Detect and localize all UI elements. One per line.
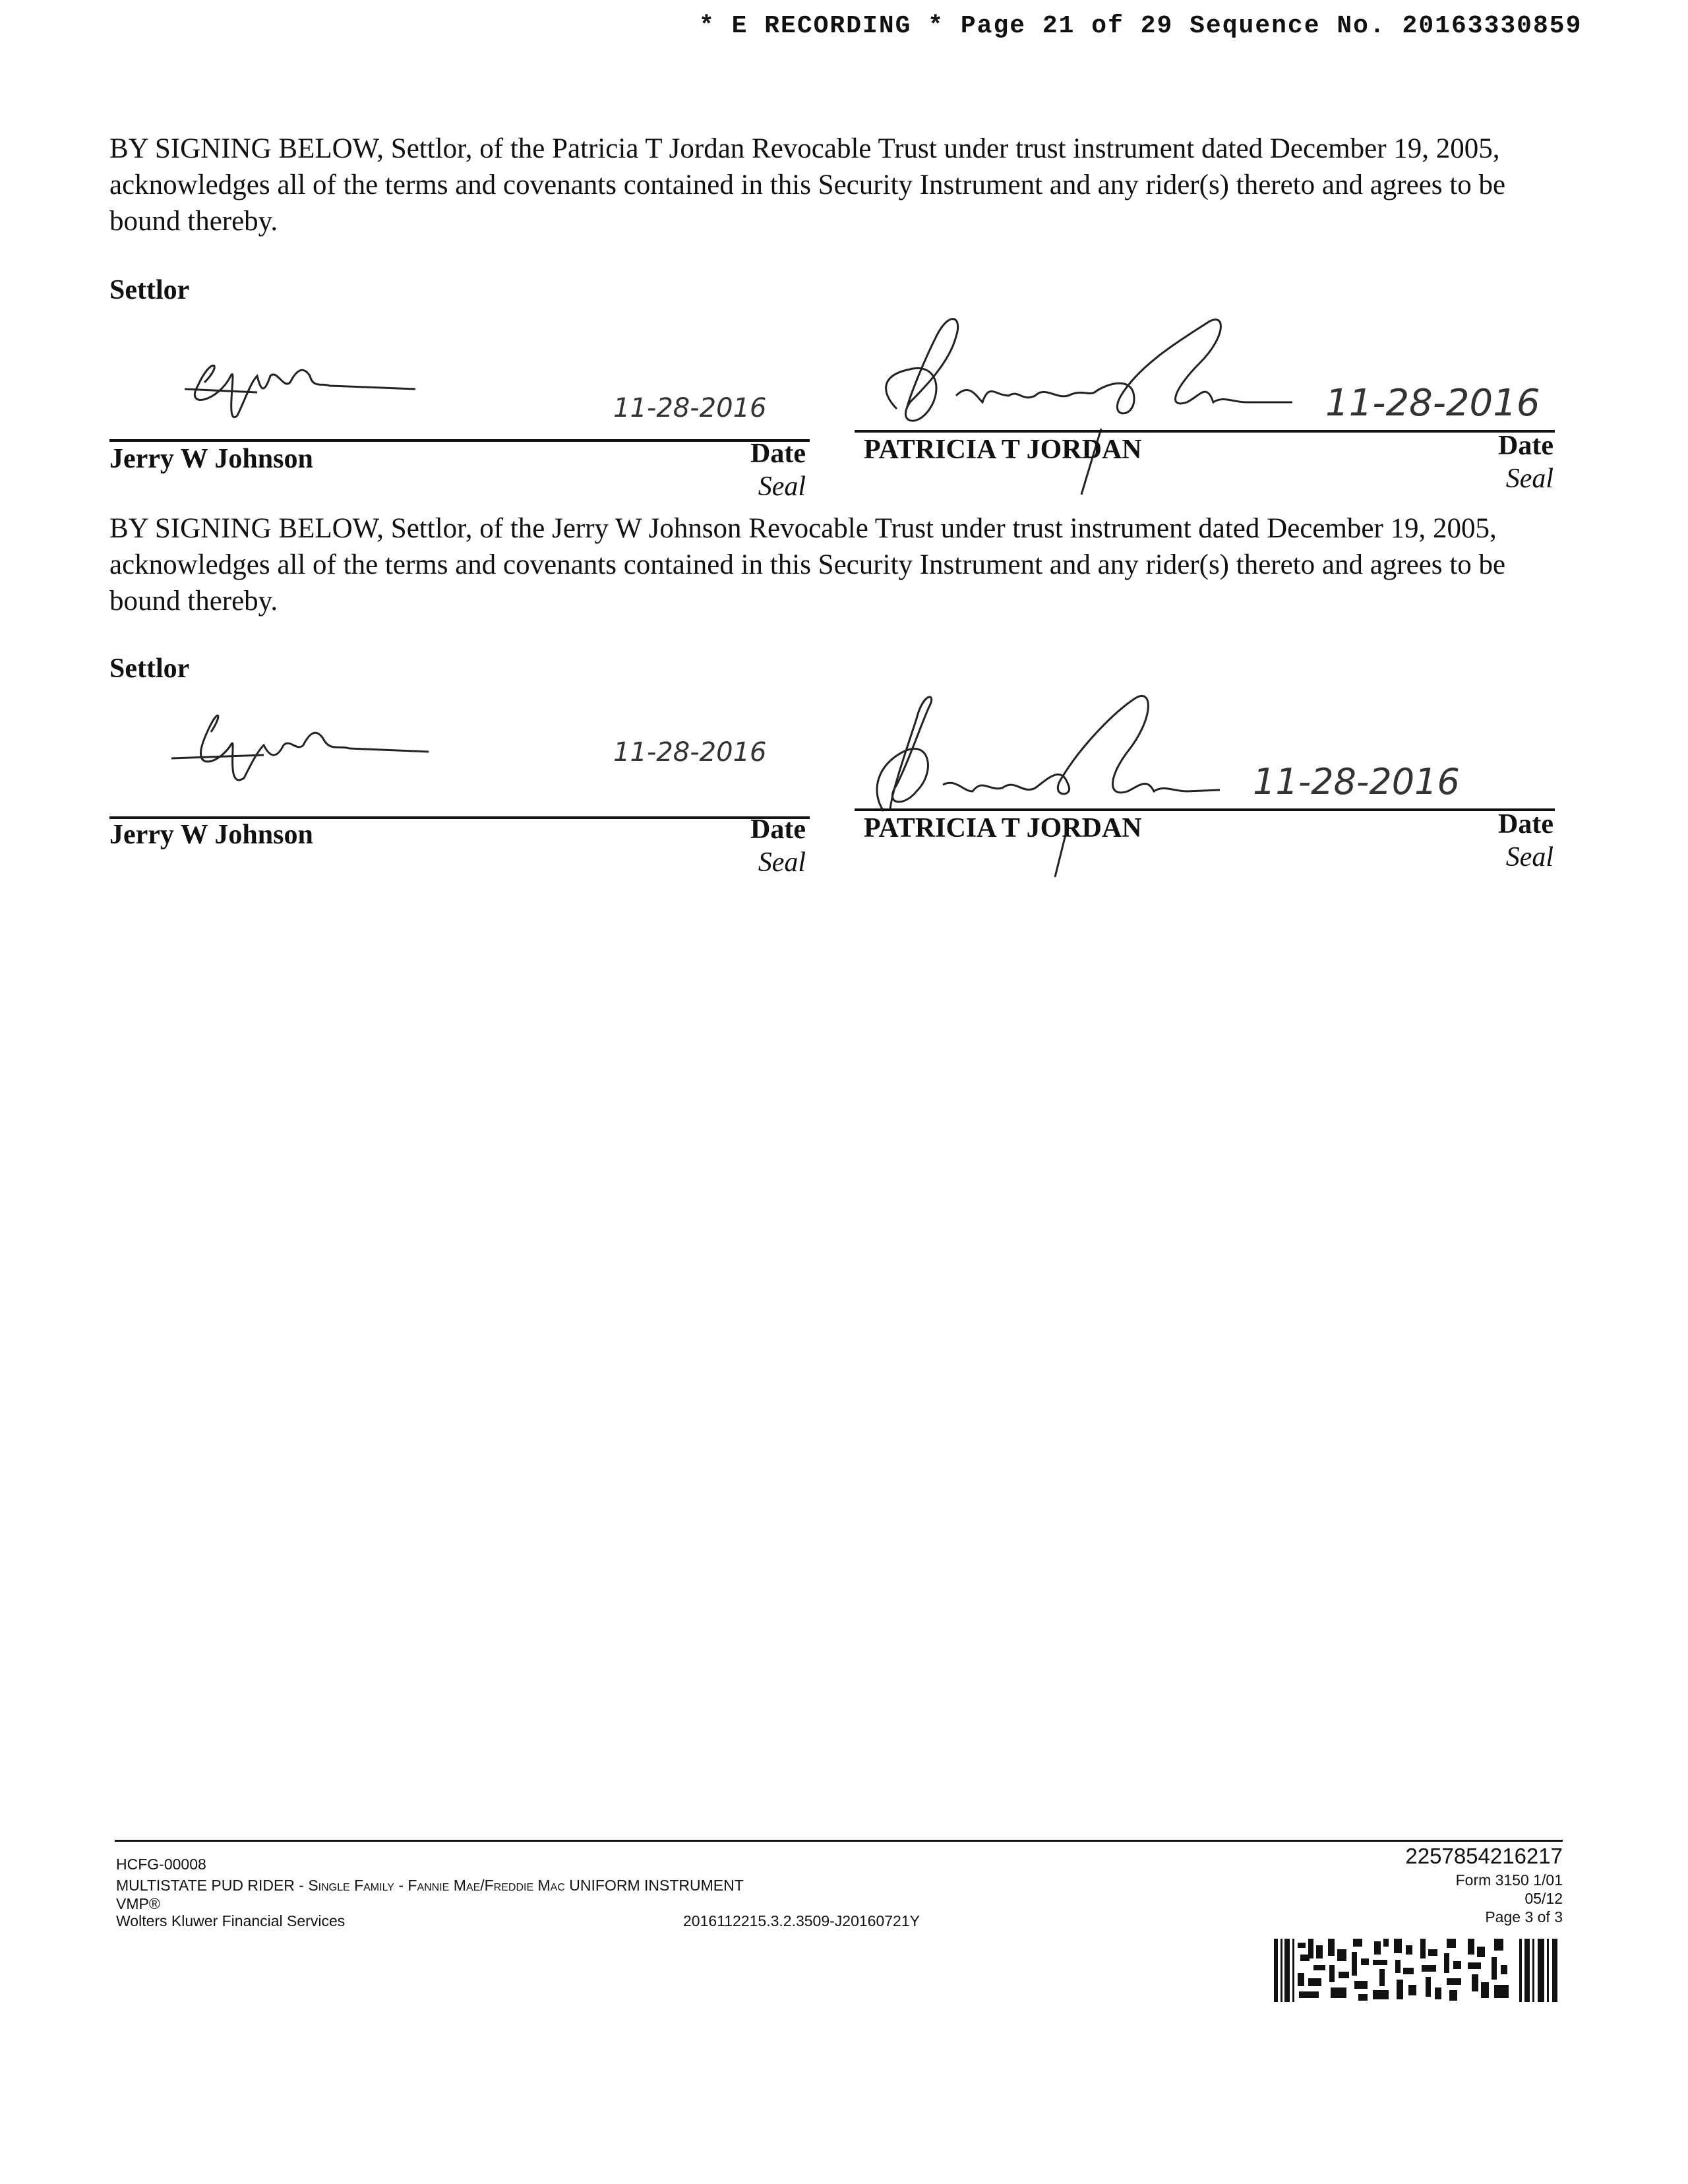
signer-name: Jerry W Johnson <box>109 820 313 850</box>
signature-patricia-jordan-1 <box>857 297 1319 498</box>
date-label: Date <box>750 439 806 469</box>
date-label: Date <box>750 814 806 845</box>
seal-label: Seal <box>1505 842 1553 872</box>
signature-patricia-jordan-2 <box>851 679 1246 880</box>
signer-name: Jerry W Johnson <box>109 444 313 474</box>
signer-name: PATRICIA T JORDAN <box>864 813 1142 843</box>
footer-revision-date: 05/12 <box>1524 1890 1563 1907</box>
seal-label: Seal <box>758 847 806 878</box>
seal-label: Seal <box>1505 464 1553 494</box>
handwritten-date-jerry-1 <box>613 388 811 431</box>
footer-form-title: MULTISTATE PUD RIDER - Single Family - Fannie Mae/Freddie Mac UNIFORM INSTRUMENT <box>116 1877 744 1894</box>
handwritten-date-patricia-1 <box>1325 376 1589 432</box>
footer-form-number: Form 3150 1/01 <box>1455 1871 1563 1889</box>
settlor-heading-1: Settlor <box>109 275 190 305</box>
signature-jerry-johnson-2 <box>165 692 442 801</box>
signer-name: PATRICIA T JORDAN <box>864 435 1142 465</box>
barcode-icon <box>1274 1939 1559 2002</box>
trust-acknowledgement-paragraph-2: BY SIGNING BELOW, Settlor, of the Jerry W Johnson Revocable Trust under trust instrument dated December 19, 2005, acknowledges all of the terms and covenants contained in this Security Instrument and any rider(s) thereto and agrees to be bound thereby. <box>109 513 1506 617</box>
settlor-heading-2: Settlor <box>109 653 190 684</box>
footer-vmp: VMP® <box>116 1895 160 1912</box>
handwritten-date-patricia-2 <box>1253 754 1530 810</box>
seal-label: Seal <box>758 471 806 502</box>
handwritten-date-text: 11-28-2016 <box>1325 382 1540 425</box>
footer-divider <box>115 1840 1563 1842</box>
handwritten-date-jerry-2 <box>613 732 811 775</box>
signature-jerry-johnson-1 <box>171 336 435 439</box>
handwritten-date-text: 11-28-2016 <box>613 393 767 423</box>
trust-acknowledgement-paragraph-1: BY SIGNING BELOW, Settlor, of the Patricia T Jordan Revocable Trust under trust instrument dated December 19, 2005, acknowledges all of the terms and covenants contained in this Security Instrument and any rider(s) thereto and agrees to be bound thereby. <box>109 133 1506 237</box>
footer-document-id: 2016112215.3.2.3509-J20160721Y <box>683 1912 920 1929</box>
footer-form-code: HCFG-00008 <box>116 1856 206 1873</box>
footer-page-number: Page 3 of 3 <box>1485 1908 1563 1926</box>
handwritten-date-text: 11-28-2016 <box>613 737 767 768</box>
handwritten-date-text: 11-28-2016 <box>1253 761 1460 803</box>
footer-loan-number: 2257854216217 <box>1405 1844 1563 1868</box>
recording-stamp: * E RECORDING * Page 21 of 29 Sequence No. 20163330859 <box>699 12 1582 40</box>
date-label: Date <box>1498 431 1553 461</box>
date-label: Date <box>1498 809 1553 839</box>
footer-publisher: Wolters Kluwer Financial Services <box>116 1912 346 1929</box>
